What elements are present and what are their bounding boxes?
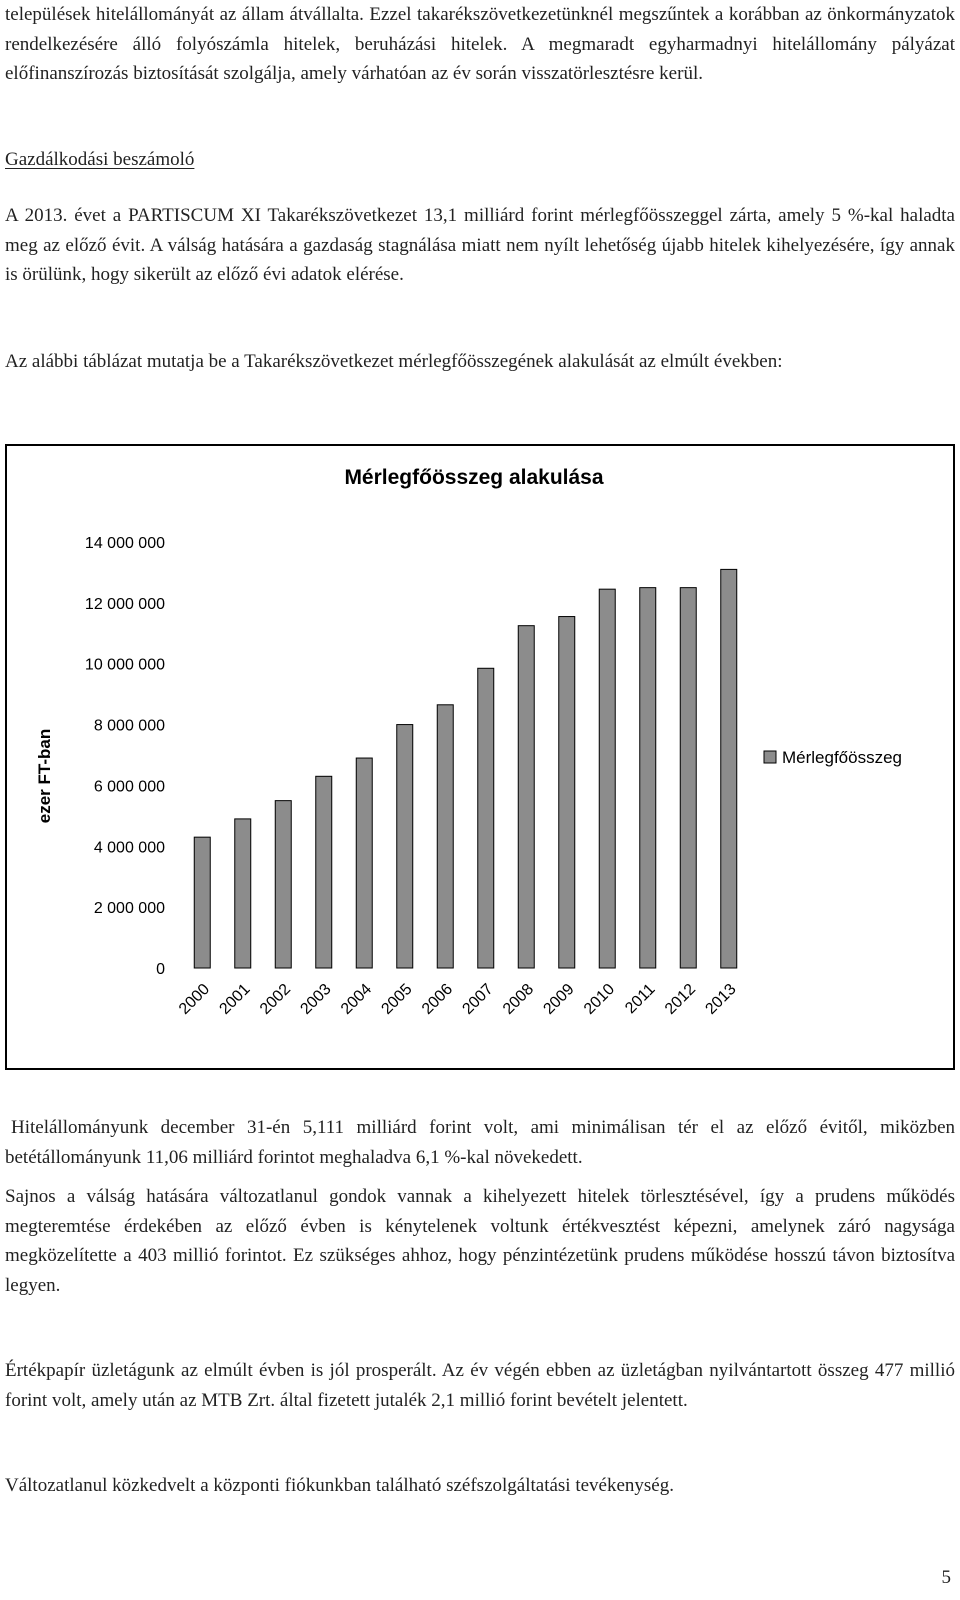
x-tick-label: 2007 (459, 980, 497, 1018)
legend (764, 748, 902, 767)
chart-title: Mérlegfőösszeg alakulása (344, 466, 604, 489)
bar-2005 (397, 725, 413, 968)
x-tick-label: 2002 (256, 980, 295, 1018)
bar-2006 (437, 705, 453, 968)
x-tick-label: 2011 (622, 980, 659, 1018)
paragraph-summary: A 2013. évet a PARTISCUM XI Takarékszövetkezet 13,1 milliárd forint mérlegfőösszeggel zárta, amely 5 %-kal haladta meg az előző évit. A válság hatására a gazdaság stagnálása miatt nem nyílt lehetőség újabb hitelek kihelyezésére, így annak is örülünk, hogy sikerült az előző évi adatok elérése. (5, 205, 955, 285)
x-tick-label: 2008 (499, 980, 538, 1018)
legend-label: Mérlegfőösszeg (782, 748, 903, 767)
page-number: 5 (941, 1567, 951, 1588)
legend-swatch (764, 751, 776, 763)
bar-2000 (194, 837, 210, 968)
bar-2002 (275, 801, 291, 968)
y-axis-label: ezer FT-ban (35, 728, 54, 824)
x-tick-label: 2009 (540, 980, 578, 1018)
y-tick-label: 12 000 000 (84, 595, 165, 613)
paragraph-table-intro: Az alábbi táblázat mutatja be a Takarékszövetkezet mérlegfőösszegének alakulását az elmúlt években: (5, 351, 783, 372)
bar-2007 (478, 668, 494, 968)
x-tick-label: 2001 (216, 980, 254, 1018)
x-tick-label: 2004 (337, 980, 376, 1018)
y-tick-label: 6 000 000 (93, 778, 165, 796)
bar-2013 (721, 569, 737, 968)
y-tick-label: 2 000 000 (93, 900, 165, 918)
bars (194, 569, 737, 968)
y-tick-label: 10 000 000 (84, 656, 165, 674)
y-tick-label: 14 000 000 (84, 535, 165, 552)
y-tick-label: 8 000 000 (93, 717, 165, 735)
x-tick-label: 2005 (378, 980, 416, 1018)
paragraph-intro: települések hitelállományát az állam átvállalta. Ezzel takarékszövetkezetünknél megszűntek a korábban az önkormányzatok rendelkezésére álló folyószámla hitelek, beruházási hitelek. A megmaradt egyharmadnyi hitelállomány pályázat előfinanszírozás biztosítását szolgálja, amely várhatóan az év során visszatörlesztésre kerül. (5, 4, 955, 84)
bar-2004 (356, 758, 372, 968)
paragraph-safe-service: Változatlanul közkedvelt a központi fiókunkban található széfszolgáltatási tevékenység. (5, 1475, 674, 1496)
paragraph-loans: Hitelállományunk december 31-én 5,111 milliárd forint volt, ami minimálisan tér el az előző évitől, miközben betétállományunk 11,06 milliárd forintot meghaladva 6,1 %-kal növekedett. (5, 1117, 955, 1168)
x-tick-label: 2012 (661, 980, 700, 1018)
bar-2003 (316, 776, 332, 968)
bar-2009 (559, 617, 575, 968)
x-tick-label: 2000 (175, 980, 214, 1018)
x-tick-label: 2003 (297, 980, 335, 1018)
bar-2011 (640, 588, 656, 968)
bar-2010 (599, 589, 615, 968)
bar-2008 (518, 626, 534, 968)
x-axis-ticks (176, 981, 740, 1018)
y-axis-ticks (85, 535, 165, 978)
paragraph-impairment: Sajnos a válság hatására változatlanul gondok vannak a kihelyezett hitelek törlesztésével, így a prudens működés megteremtése érdekében az előző évben is kénytelenek voltunk értékvesztést képezni, amelynek záró nagysága megközelítette a 403 millió forintot. Ez szükséges ahhoz, hogy pénzintézetünk prudens működése hosszú távon biztosítva legyen. (5, 1186, 955, 1296)
chart-container (5, 444, 955, 1070)
balance-sheet-chart (7, 446, 953, 1068)
section-heading: Gazdálkodási beszámoló (5, 149, 195, 170)
x-tick-label: 2010 (580, 980, 619, 1018)
paragraph-securities: Értékpapír üzletágunk az elmúlt évben is jól prosperált. Az év végén ebben az üzletágban nyilvántartott összeg 477 millió forint volt, amely után az MTB Zrt. által fizetett jutalék 2,1 millió forint bevételt jelentett. (5, 1360, 955, 1411)
x-tick-label: 2006 (418, 980, 457, 1018)
y-tick-label: 0 (156, 961, 165, 978)
y-tick-label: 4 000 000 (93, 839, 165, 857)
bar-2012 (680, 588, 696, 968)
x-tick-label: 2013 (702, 980, 740, 1018)
bar-2001 (235, 819, 251, 968)
